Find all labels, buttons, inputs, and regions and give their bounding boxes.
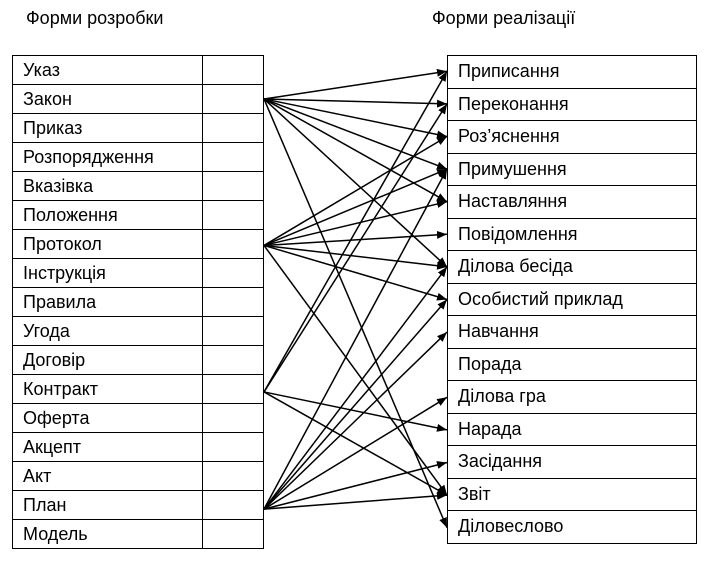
left-item-label: Правила bbox=[13, 288, 203, 317]
arrow-connection bbox=[264, 71, 447, 392]
right-item-label: Діловеслово bbox=[448, 511, 697, 544]
left-item-label: Закон bbox=[13, 85, 203, 114]
left-item-label: Договір bbox=[13, 346, 203, 375]
left-item-label: Приказ bbox=[13, 114, 203, 143]
right-item-label: Приписання bbox=[448, 56, 697, 89]
arrow-connection bbox=[264, 234, 447, 245]
right-column-header: Форми реалізації bbox=[432, 8, 576, 28]
right-item-label: Навчання bbox=[448, 316, 697, 349]
left-item-label: План bbox=[13, 491, 203, 520]
left-item-label: Положення bbox=[13, 201, 203, 230]
left-item-label: Контракт bbox=[13, 375, 203, 404]
arrow-connection bbox=[264, 397, 447, 509]
right-item-label: Наставляння bbox=[448, 186, 697, 219]
arrow-connection bbox=[264, 99, 447, 267]
arrow-connection bbox=[264, 99, 447, 202]
arrow-connection bbox=[264, 392, 447, 495]
arrow-connection bbox=[264, 202, 447, 246]
right-item-label: Особистий приклад bbox=[448, 283, 697, 316]
arrow-connection bbox=[264, 245, 447, 299]
right-item-label: Ділова гра bbox=[448, 381, 697, 414]
left-item-label: Указ bbox=[13, 56, 203, 85]
left-item-label: Розпорядження bbox=[13, 143, 203, 172]
right-item-label: Засідання bbox=[448, 446, 697, 479]
left-item-label: Оферта bbox=[13, 404, 203, 433]
right-item-label: Повідомлення bbox=[448, 218, 697, 251]
left-item-label: Акт bbox=[13, 462, 203, 491]
right-item-label: Ділова бесіда bbox=[448, 251, 697, 284]
left-column-header: Форми розробки bbox=[26, 8, 164, 28]
left-item-label: Вказівка bbox=[13, 172, 203, 201]
arrow-connection bbox=[264, 71, 447, 99]
arrow-connection bbox=[264, 137, 447, 246]
right-item-label: Переконання bbox=[448, 88, 697, 121]
left-item-label: Інструкція bbox=[13, 259, 203, 288]
left-item-label: Модель bbox=[13, 520, 203, 549]
right-item-label: Роз’яснення bbox=[448, 121, 697, 154]
left-item-label: Протокол bbox=[13, 230, 203, 259]
arrow-connection bbox=[264, 300, 447, 510]
arrow-connection bbox=[264, 392, 447, 430]
arrow-connection bbox=[264, 99, 447, 104]
arrow-connection bbox=[264, 332, 447, 509]
arrow-connection bbox=[264, 169, 447, 245]
arrow-connection bbox=[264, 99, 447, 137]
right-item-label: Звіт bbox=[448, 478, 697, 511]
right-item-label: Примушення bbox=[448, 153, 697, 186]
arrow-connection bbox=[264, 99, 447, 528]
left-item-label: Акцепт bbox=[13, 433, 203, 462]
right-item-label: Порада bbox=[448, 348, 697, 381]
left-item-label: Угода bbox=[13, 317, 203, 346]
arrow-connection bbox=[264, 267, 447, 509]
right-item-label: Нарада bbox=[448, 413, 697, 446]
arrow-connection bbox=[264, 99, 447, 169]
